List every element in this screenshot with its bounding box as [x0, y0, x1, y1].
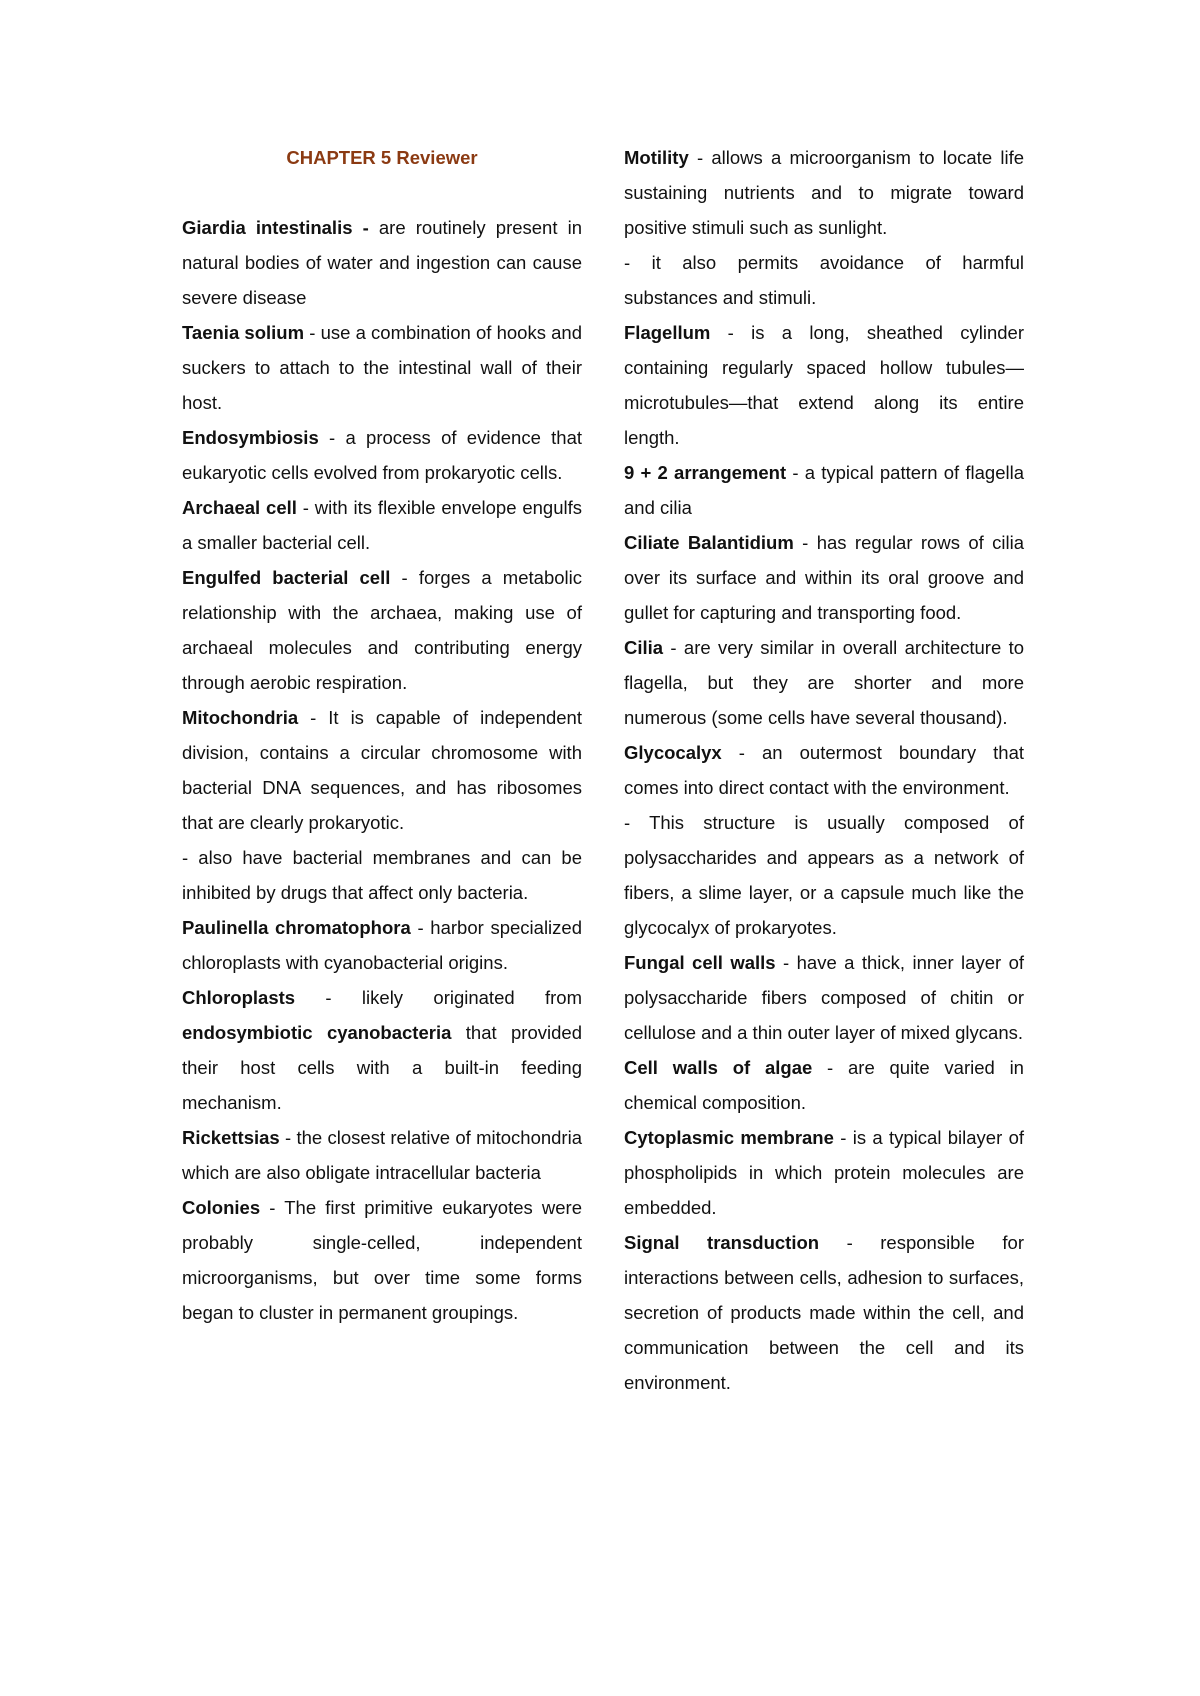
glossary-term: Cilia [624, 637, 664, 658]
glossary-definition: - has regular rows of cilia over its surface and within its oral groove and gullet for capturing and transporting food. [624, 532, 1024, 623]
glossary-definition: - is a typical bilayer of phospholipids in which protein molecules are embedded. [624, 1127, 1025, 1218]
glossary-entry [624, 1225, 1024, 1400]
glossary-definition: - it also permits avoidance of harmful substances and stimuli. [624, 252, 1024, 308]
glossary-definition: - allows a microorganism to locate life sustaining nutrients and to migrate toward positive stimuli such as sunlight. [624, 147, 1024, 238]
glossary-term: Giardia intestinalis - [182, 217, 369, 238]
page-title: CHAPTER 5 Reviewer [286, 147, 478, 168]
glossary-definition: - a typical pattern of flagella and cilia [624, 462, 1024, 518]
glossary-term: Glycocalyx [624, 742, 722, 763]
glossary-definition: - The first primitive eukaryotes were probably single-celled, independent microorganisms, but over time some forms began to cluster in permanent groupings. [182, 1197, 582, 1323]
glossary-definition: - an outermost boundary that comes into direct contact with the environment. [624, 742, 1024, 798]
glossary-term: Taenia solium [182, 322, 305, 343]
glossary-entry [624, 805, 1024, 945]
left-entries [182, 210, 582, 1330]
glossary-definition: - forges a metabolic relationship with the archaea, making use of archaeal molecules and contributing energy through aerobic respiration. [182, 567, 582, 693]
glossary-term: Fungal cell walls [624, 952, 776, 973]
glossary-term: Colonies [182, 1197, 261, 1218]
glossary-entry [624, 455, 1024, 525]
glossary-definition: - This structure is usually composed of polysaccharides and appears as a network of fibers, a slime layer, or a capsule much like the glycocalyx of prokaryotes. [624, 812, 1024, 938]
glossary-entry [182, 700, 582, 840]
glossary-definition: - the closest relative of mitochondria which are also obligate intracellular bacteria [182, 1127, 582, 1183]
glossary-definition: - have a thick, inner layer of polysaccharide fibers composed of chitin or cellulose and a thin outer layer of mixed glycans. [624, 952, 1024, 1043]
glossary-term: Signal transduction [624, 1232, 820, 1253]
glossary-definition: - is a long, sheathed cylinder containing regularly spaced hollow tubules—microtubules—that extend along its entire length. [624, 322, 1024, 448]
right-entries [624, 140, 1024, 1400]
glossary-term: Engulfed bacterial cell [182, 567, 391, 588]
right-column [624, 140, 1024, 1400]
glossary-definition: - with its flexible envelope engulfs a smaller bacterial cell. [182, 497, 583, 553]
left-column [182, 140, 582, 1330]
glossary-entry [182, 490, 582, 560]
glossary-definition: - likely originated from [295, 987, 582, 1008]
glossary-entry [624, 945, 1024, 1050]
glossary-definition: - are very similar in overall architecture to flagella, but they are shorter and more numerous (some cells have several thousand). [624, 637, 1024, 728]
glossary-entry [624, 140, 1024, 245]
glossary-term: 9 + 2 arrangement [624, 462, 787, 483]
glossary-term: Endosymbiosis [182, 427, 319, 448]
glossary-term: Cytoplasmic membrane [624, 1127, 834, 1148]
glossary-entry [624, 735, 1024, 805]
glossary-entry [624, 1120, 1024, 1225]
glossary-term: Flagellum [624, 322, 711, 343]
glossary-entry [182, 1120, 582, 1190]
glossary-entry [182, 420, 582, 490]
glossary-term: Paulinella chromatophora [182, 917, 411, 938]
glossary-entry [182, 210, 582, 315]
glossary-entry [182, 980, 582, 1120]
glossary-entry [182, 840, 582, 910]
glossary-definition: that provided their host cells with a built-in feeding mechanism. [182, 1022, 582, 1113]
glossary-entry [182, 910, 582, 980]
glossary-term: Rickettsias [182, 1127, 280, 1148]
glossary-definition: - It is capable of independent division, contains a circular chromosome with bacterial DNA sequences, and has ribosomes that are clearly prokaryotic. [182, 707, 582, 833]
glossary-entry [624, 1050, 1024, 1120]
glossary-term: Mitochondria [182, 707, 299, 728]
glossary-term: Cell walls of algae [624, 1057, 813, 1078]
glossary-definition: - also have bacterial membranes and can be inhibited by drugs that affect only bacteria. [182, 847, 582, 903]
glossary-definition: - responsible for interactions between cells, adhesion to surfaces, secretion of products made within the cell, and communication between the cell and its environment. [624, 1232, 1024, 1393]
glossary-entry [624, 630, 1024, 735]
glossary-entry [624, 315, 1024, 455]
glossary-entry [182, 560, 582, 700]
glossary-term: Motility [624, 147, 689, 168]
glossary-entry [182, 1190, 582, 1330]
glossary-entry [182, 315, 582, 420]
glossary-definition: are routinely present in natural bodies of water and ingestion can cause severe disease [182, 217, 582, 308]
glossary-term: Archaeal cell [182, 497, 297, 518]
glossary-term: Ciliate Balantidium [624, 532, 794, 553]
glossary-definition: - use a combination of hooks and suckers to attach to the intestinal wall of their host. [182, 322, 583, 413]
glossary-term: endosymbiotic cyanobacteria [182, 1022, 452, 1043]
glossary-entry [624, 245, 1024, 315]
glossary-entry [624, 525, 1024, 630]
glossary-definition: - a process of evidence that eukaryotic cells evolved from prokaryotic cells. [182, 427, 582, 483]
glossary-definition: - are quite varied in chemical composition. [624, 1057, 1024, 1113]
glossary-definition: - harbor specialized chloroplasts with cyanobacterial origins. [182, 917, 582, 973]
glossary-term: Chloroplasts [182, 987, 296, 1008]
